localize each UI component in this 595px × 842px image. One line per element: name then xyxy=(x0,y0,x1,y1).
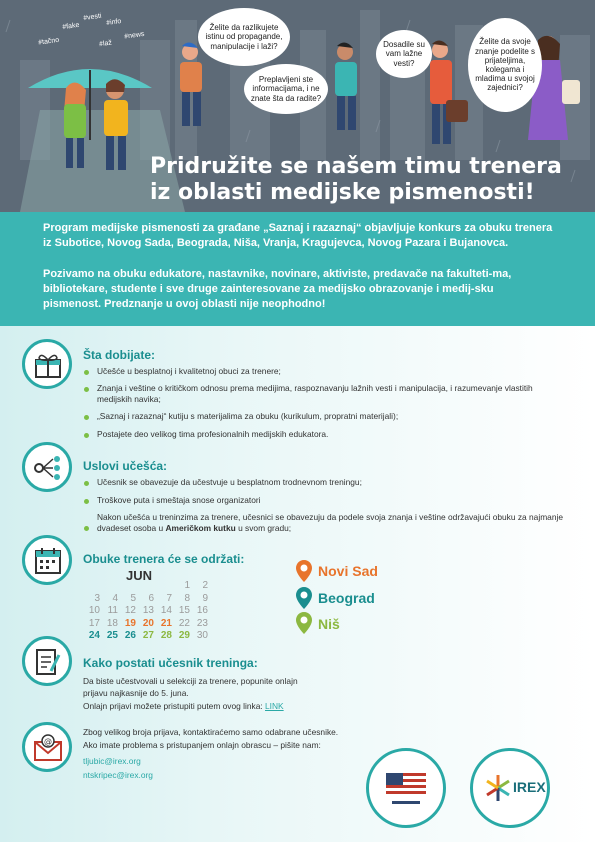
calendar-day: 16 xyxy=(196,605,208,617)
bullet-icon xyxy=(84,526,89,531)
bullet-icon xyxy=(84,370,89,375)
calendar-day: 5 xyxy=(130,592,136,604)
calendar-day: 1 xyxy=(184,580,190,591)
calendar-day: 8 xyxy=(184,592,190,604)
trainings-title: Obuke trenera će se održati: xyxy=(83,552,245,566)
intro-paragraph-1: Program medijske pismenosti za građane „Saznaj i razaznaj“ objavljuje konkurs za obuku trenera iz Subotice, Novog Sada, Beograda, Niša, Vranja, Kragujevca, Novog Pazara i Bujanovca. xyxy=(43,222,553,249)
calendar-day: 24 xyxy=(88,630,100,642)
conditions-title: Uslovi učešća: xyxy=(83,459,168,473)
irex-wordmark: IREX xyxy=(513,779,546,795)
speech-bubble: Želite da svoje znanje podelite s prijateljima, kolegama i mladima u svojoj zajednici? xyxy=(468,18,542,112)
hashtag: #info xyxy=(105,17,122,27)
bullet-icon xyxy=(84,387,89,392)
apply-text: prijavu najkasnije do 5. juna. xyxy=(83,688,189,698)
calendar-day: 4 xyxy=(112,592,118,604)
calendar-day: 23 xyxy=(196,617,208,629)
hashtag: #news xyxy=(123,30,145,41)
calendar-day: 19 xyxy=(124,617,136,629)
speech-bubble: Dosadile su vam lažne vesti? xyxy=(376,30,432,78)
contact-text: Ako imate problema s pristupanjem onlajn obrascu – pišite nam: xyxy=(83,740,321,750)
list-item: Nakon učešća u treninzima za trenere, učesnici se obavezuju da podele svoja znanja i veštine održavajući obuku za najmanje dvadeset osoba u Američkom kutku u svom gradu; xyxy=(97,512,564,533)
calendar-day: 6 xyxy=(148,592,154,604)
hashtag: #tačno xyxy=(37,36,60,47)
calendar-day: 9 xyxy=(202,592,208,604)
calendar-day: 28 xyxy=(160,630,172,642)
calendar-day: 25 xyxy=(106,630,118,642)
calendar-day: 12 xyxy=(124,605,136,617)
application-form-icon xyxy=(22,636,72,686)
calendar-day: 27 xyxy=(142,630,154,642)
us-embassy-logo xyxy=(366,748,446,828)
calendar-day: 2 xyxy=(202,580,208,591)
calendar-day: 10 xyxy=(88,605,100,617)
calendar-day: 26 xyxy=(124,630,136,642)
calendar-day: 29 xyxy=(178,630,190,642)
page-title: Pridružite se našem timu trenera iz oblasti medijske pismenosti! xyxy=(150,154,562,205)
email-icon xyxy=(22,722,72,772)
calendar-day: 11 xyxy=(107,605,118,617)
contact-text: Zbog velikog broja prijava, kontaktiraćemo samo odabrane učesnike. xyxy=(83,727,339,737)
bullet-icon xyxy=(84,499,89,504)
gift-icon xyxy=(22,339,72,389)
pin-icon xyxy=(296,612,312,639)
city-novi-sad: Novi Sad xyxy=(318,563,378,579)
city-beograd: Beograd xyxy=(318,590,375,606)
pin-icon xyxy=(296,587,312,614)
bullet-icon xyxy=(84,433,89,438)
calendar-day: 3 xyxy=(94,592,100,604)
pin-icon xyxy=(296,560,312,587)
list-item: Postajete deo velikog tima profesionalnih medijskih edukatora. xyxy=(97,429,329,439)
network-icon xyxy=(22,442,72,492)
hashtag: #laž xyxy=(98,39,113,49)
intro-paragraph-2: Pozivamo na obuku edukatore, nastavnike, novinare, aktiviste, predavače na fakulteti-ma, bibliotekare, studente i sve druge zainteresovane za medijsko obrazovanje i medij-sku pismenost. Predznanje u ovoj oblasti nije neophodno! xyxy=(43,268,512,310)
email-link[interactable]: ntskripec@irex.org xyxy=(83,770,153,780)
application-link[interactable]: LINK xyxy=(265,701,284,711)
calendar-day: 13 xyxy=(142,605,154,617)
city-nis: Niš xyxy=(318,616,340,632)
list-item: Učešće u besplatnoj i kvalitetnoj obuci za trenere; xyxy=(97,366,281,376)
bullet-icon xyxy=(84,415,89,420)
hero-illustration xyxy=(0,0,595,212)
calendar-day: 22 xyxy=(178,617,190,629)
calendar-day: 21 xyxy=(160,617,172,629)
calendar-day: 30 xyxy=(196,630,208,642)
hashtag: #fake xyxy=(61,21,80,32)
calendar-day: 14 xyxy=(160,605,172,617)
calendar-day: 15 xyxy=(178,605,190,617)
speech-bubble: Želite da razlikujete istinu od propagande, manipulacije i laži? xyxy=(198,8,290,66)
benefits-title: Šta dobijate: xyxy=(83,348,156,362)
calendar-icon xyxy=(22,535,72,585)
calendar-day: 17 xyxy=(88,617,100,629)
list-item: Troškove puta i smeštaja snose organizatori xyxy=(97,495,261,505)
list-item: „Saznaj i razaznaj“ kutiju s materijalima za obuku (kurikulum, propratni materijali); xyxy=(97,411,399,421)
svg-text:@: @ xyxy=(44,737,52,746)
list-item: Znanja i veštine o kritičkom odnosu prema medijima, raspoznavanju lažnih vesti i manipulacija, i razumevanje vlastitih medijskih navika; xyxy=(97,383,533,404)
calendar-day: 18 xyxy=(106,617,118,629)
calendar-day: 7 xyxy=(166,592,172,604)
speech-bubble: Preplavljeni ste informacijama, i ne znate šta da radite? xyxy=(244,64,328,114)
apply-title: Kako postati učesnik treninga: xyxy=(83,656,258,670)
calendar-day: 20 xyxy=(142,617,154,629)
calendar-month: JUN xyxy=(126,568,153,583)
intro-banner xyxy=(0,212,595,326)
apply-text: Onlajn prijavi možete pristupiti putem ovog linka: LINK xyxy=(83,701,284,711)
hashtag: #vesti xyxy=(82,12,102,23)
irex-logo xyxy=(470,748,550,828)
bullet-icon xyxy=(84,481,89,486)
apply-text: Da biste učestvovali u selekciji za trenere, popunite onlajn xyxy=(83,676,298,686)
email-link[interactable]: tljubic@irex.org xyxy=(83,756,141,766)
list-item: Učesnik se obavezuje da učestvuje u besplatnom trodnevnom treningu; xyxy=(97,477,362,487)
